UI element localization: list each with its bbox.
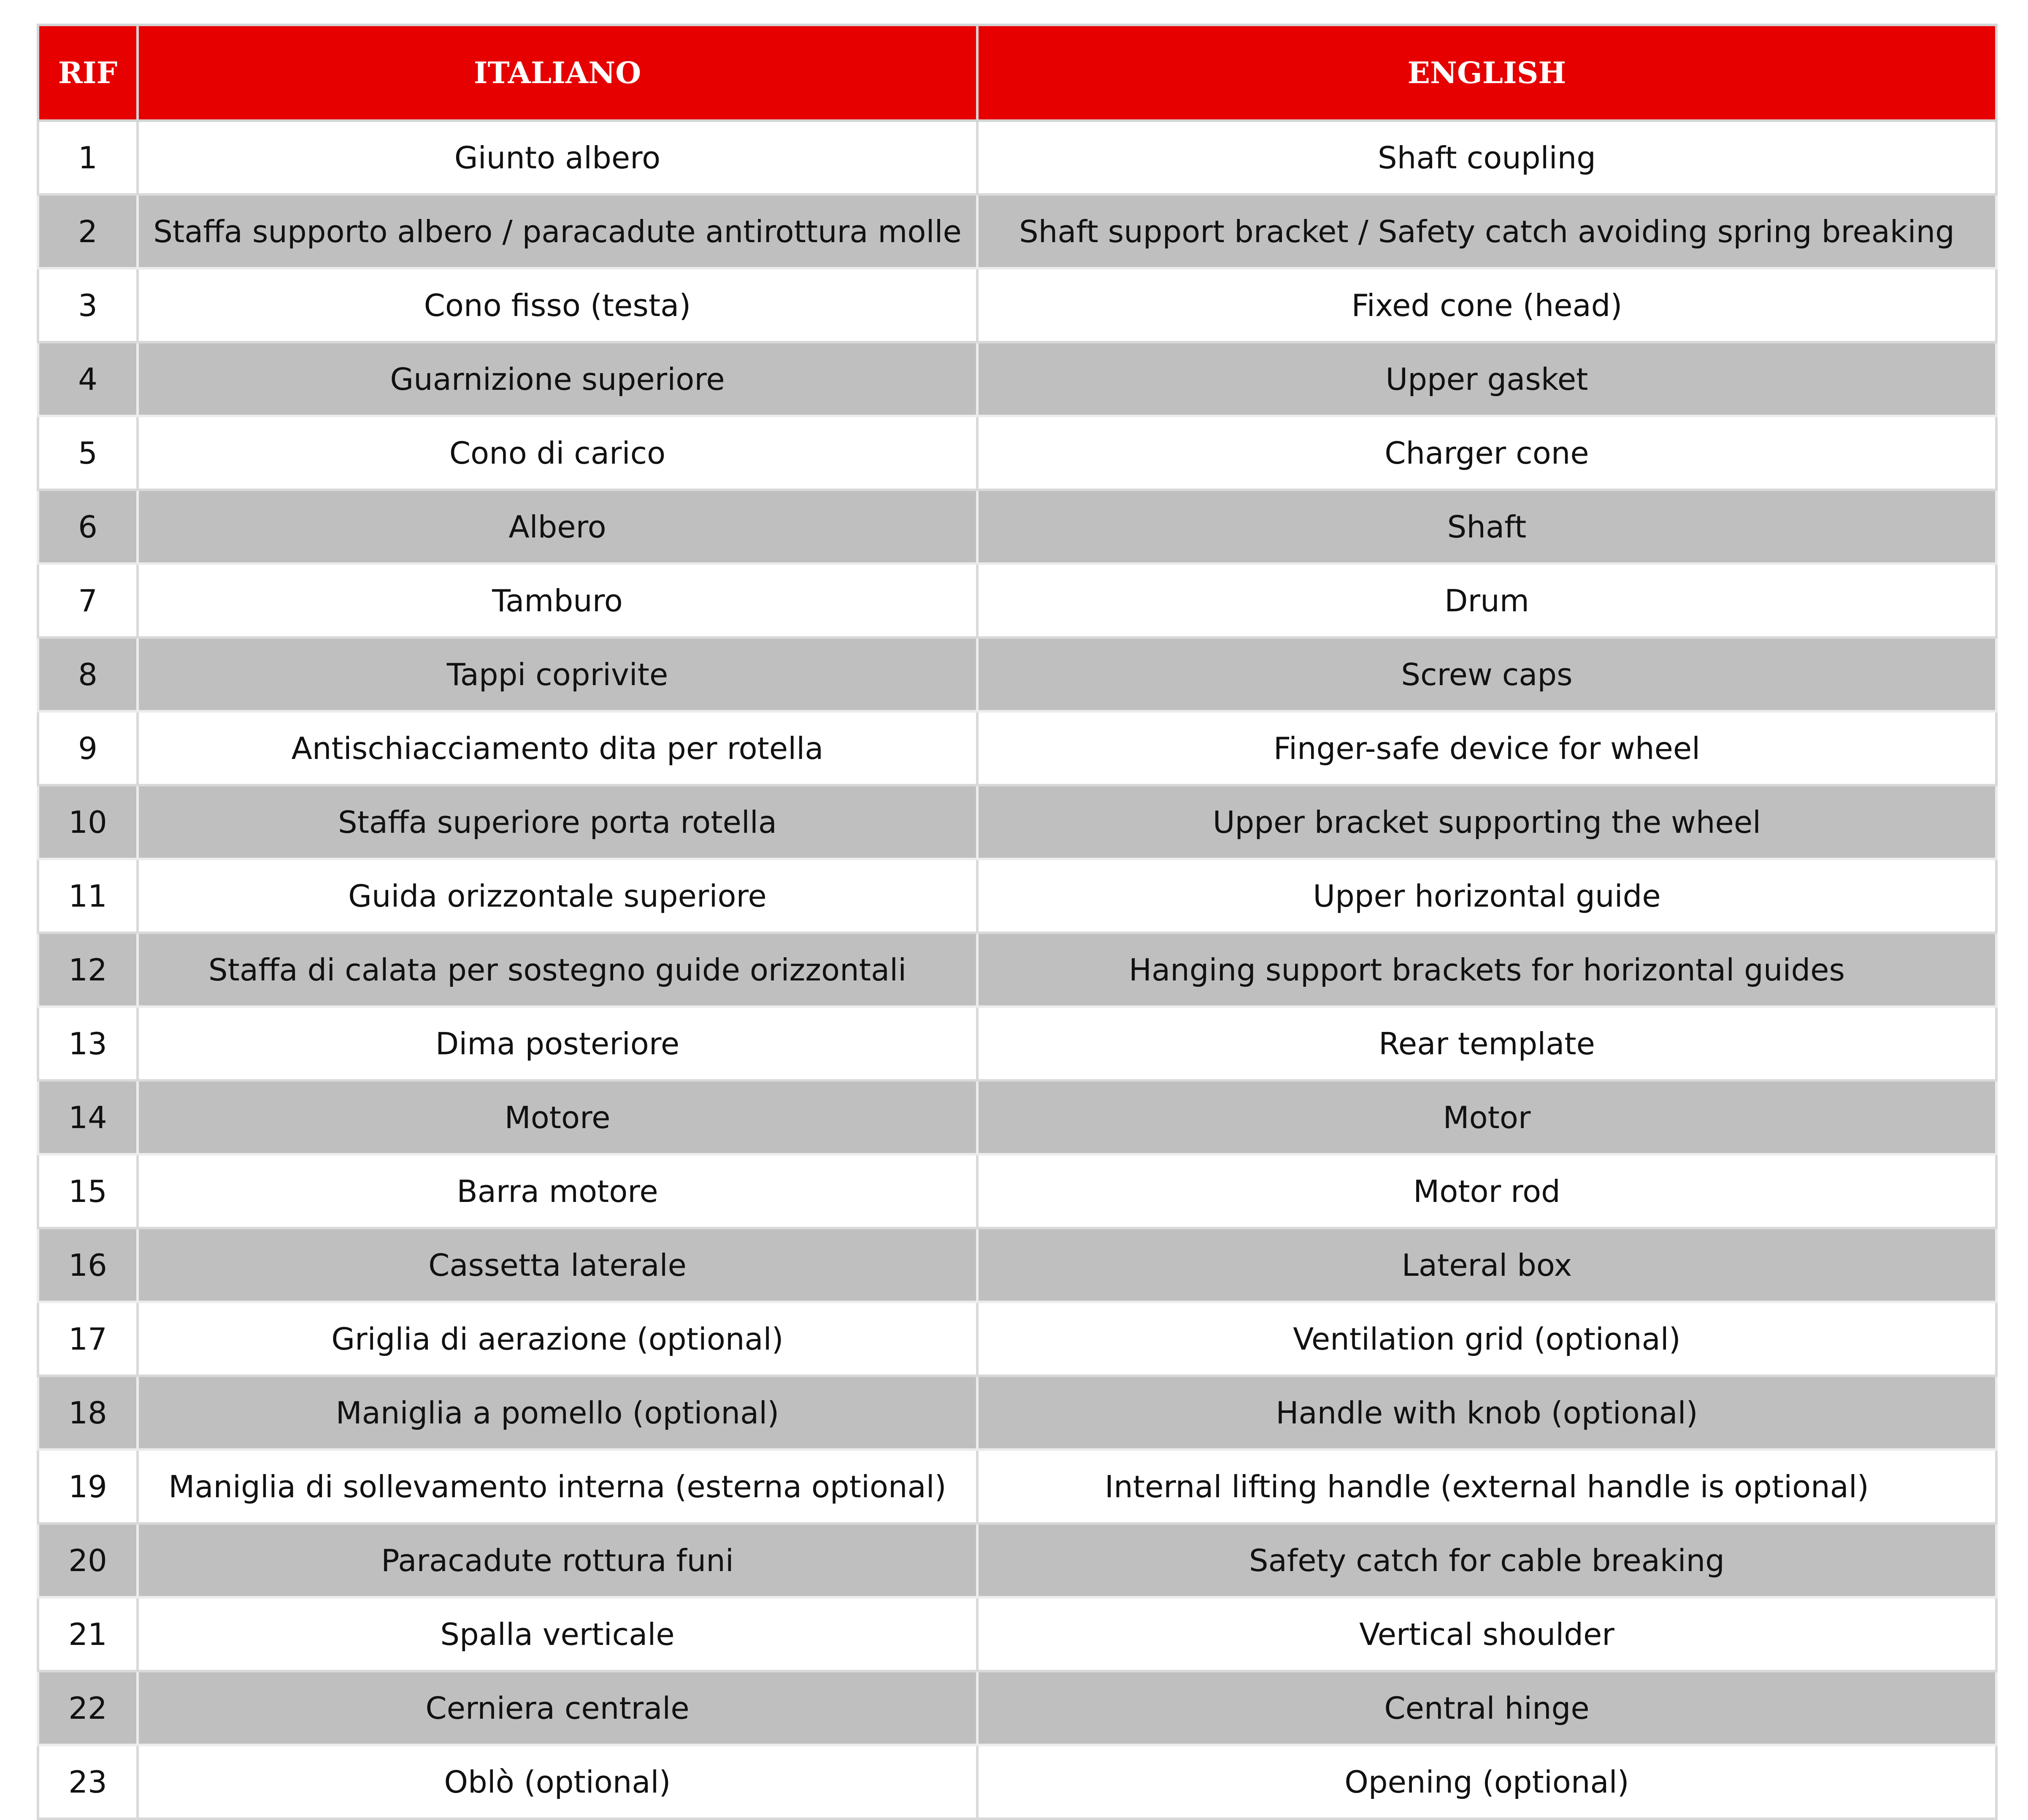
table-row [38, 121, 1996, 194]
italiano-cell: Spalla verticale [138, 1597, 977, 1671]
italiano-cell: Giunto albero [138, 121, 977, 194]
rif-cell: 4 [38, 342, 138, 416]
rif-cell: 17 [38, 1302, 138, 1376]
table-row [38, 1450, 1996, 1523]
table-row [38, 637, 1996, 711]
italiano-cell: Cono di carico [138, 416, 977, 490]
table-row [38, 933, 1996, 1007]
english-cell: Upper horizontal guide [977, 859, 1996, 933]
rif-cell: 22 [38, 1671, 138, 1745]
header-english: ENGLISH [977, 25, 1996, 121]
rif-cell: 14 [38, 1080, 138, 1154]
rif-cell: 20 [38, 1523, 138, 1597]
rif-cell: 2 [38, 194, 138, 268]
english-cell: Opening (optional) [977, 1745, 1996, 1819]
italiano-cell: Staffa di calata per sostegno guide orizzontali [138, 933, 977, 1007]
english-cell: Shaft support bracket / Safety catch avoiding spring breaking [977, 194, 1996, 268]
rif-cell: 3 [38, 268, 138, 342]
italiano-cell: Griglia di aerazione (optional) [138, 1302, 977, 1376]
rif-cell: 12 [38, 933, 138, 1007]
english-cell: Motor [977, 1080, 1996, 1154]
english-cell: Shaft coupling [977, 121, 1996, 194]
table-row [38, 416, 1996, 490]
english-cell: Screw caps [977, 637, 1996, 711]
english-cell: Central hinge [977, 1671, 1996, 1745]
rif-cell: 5 [38, 416, 138, 490]
header-rif: RIF [38, 25, 138, 121]
header-row [38, 25, 1996, 121]
italiano-cell: Cassetta laterale [138, 1228, 977, 1302]
english-cell: Shaft [977, 490, 1996, 564]
table-row [38, 1671, 1996, 1745]
parts-reference-table [37, 24, 1998, 1820]
italiano-cell: Guida orizzontale superiore [138, 859, 977, 933]
english-cell: Finger-safe device for wheel [977, 711, 1996, 785]
table-row [38, 194, 1996, 268]
table-row [38, 859, 1996, 933]
italiano-cell: Albero [138, 490, 977, 564]
english-cell: Vertical shoulder [977, 1597, 1996, 1671]
rif-cell: 11 [38, 859, 138, 933]
english-cell: Charger cone [977, 416, 1996, 490]
rif-cell: 1 [38, 121, 138, 194]
table-body [38, 121, 1996, 1819]
table-row [38, 1597, 1996, 1671]
table-row [38, 1154, 1996, 1228]
rif-cell: 15 [38, 1154, 138, 1228]
rif-cell: 19 [38, 1450, 138, 1523]
english-cell: Drum [977, 564, 1996, 637]
table-row [38, 785, 1996, 859]
table-row [38, 1228, 1996, 1302]
italiano-cell: Tamburo [138, 564, 977, 637]
english-cell: Ventilation grid (optional) [977, 1302, 1996, 1376]
italiano-cell: Dima posteriore [138, 1007, 977, 1080]
italiano-cell: Maniglia a pomello (optional) [138, 1376, 977, 1450]
table-row [38, 1745, 1996, 1819]
table-row [38, 711, 1996, 785]
rif-cell: 18 [38, 1376, 138, 1450]
table-row [38, 1376, 1996, 1450]
english-cell: Upper gasket [977, 342, 1996, 416]
rif-cell: 23 [38, 1745, 138, 1819]
english-cell: Lateral box [977, 1228, 1996, 1302]
table-row [38, 1007, 1996, 1080]
rif-cell: 10 [38, 785, 138, 859]
table-row [38, 1302, 1996, 1376]
english-cell: Handle with knob (optional) [977, 1376, 1996, 1450]
english-cell: Safety catch for cable breaking [977, 1523, 1996, 1597]
italiano-cell: Oblò (optional) [138, 1745, 977, 1819]
english-cell: Fixed cone (head) [977, 268, 1996, 342]
english-cell: Motor rod [977, 1154, 1996, 1228]
italiano-cell: Guarnizione superiore [138, 342, 977, 416]
italiano-cell: Motore [138, 1080, 977, 1154]
english-cell: Upper bracket supporting the wheel [977, 785, 1996, 859]
rif-cell: 13 [38, 1007, 138, 1080]
table-row [38, 1523, 1996, 1597]
rif-cell: 6 [38, 490, 138, 564]
table-row [38, 268, 1996, 342]
rif-cell: 16 [38, 1228, 138, 1302]
table-row [38, 342, 1996, 416]
rif-cell: 21 [38, 1597, 138, 1671]
table-header [38, 25, 1996, 121]
rif-cell: 8 [38, 637, 138, 711]
italiano-cell: Cono fisso (testa) [138, 268, 977, 342]
italiano-cell: Maniglia di sollevamento interna (esterna optional) [138, 1450, 977, 1523]
rif-cell: 7 [38, 564, 138, 637]
table-row [38, 1080, 1996, 1154]
italiano-cell: Tappi coprivite [138, 637, 977, 711]
rif-cell: 9 [38, 711, 138, 785]
italiano-cell: Barra motore [138, 1154, 977, 1228]
header-italiano: ITALIANO [138, 25, 977, 121]
italiano-cell: Paracadute rottura funi [138, 1523, 977, 1597]
italiano-cell: Staffa superiore porta rotella [138, 785, 977, 859]
table-row [38, 564, 1996, 637]
english-cell: Internal lifting handle (external handle is optional) [977, 1450, 1996, 1523]
italiano-cell: Antischiacciamento dita per rotella [138, 711, 977, 785]
english-cell: Hanging support brackets for horizontal guides [977, 933, 1996, 1007]
english-cell: Rear template [977, 1007, 1996, 1080]
italiano-cell: Staffa supporto albero / paracadute antirottura molle [138, 194, 977, 268]
italiano-cell: Cerniera centrale [138, 1671, 977, 1745]
table-row [38, 490, 1996, 564]
